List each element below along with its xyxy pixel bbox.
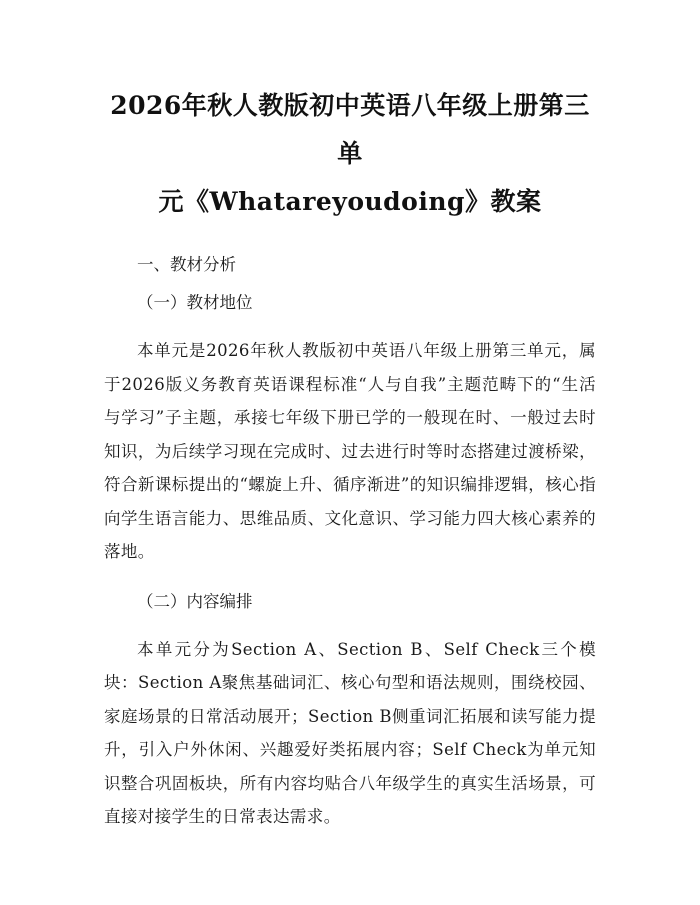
paragraph-textbook-status: 本单元是2026年秋人教版初中英语八年级上册第三单元，属于2026版义务教育英语课程标准“人与自我”主题范畴下的“生活与学习”子主题，承接七年级下册已学的一般现在时、一般过去时知识，为后续学习现在完成时、过去进行时等时态搭建过渡桥梁，符合新课标提出的“螺旋上升、循序渐进”的知识编排逻辑，核心指向学生语言能力、思维品质、文化意识、学习能力四大核心素养的落地。 [104, 341, 596, 561]
document-title-line-1: 2026年秋人教版初中英语八年级上册第三单 [110, 91, 590, 168]
section-heading-textbook-analysis: 一、教材分析 [137, 255, 236, 274]
paragraph-content-arrangement: 本单元分为Section A、Section B、Self Check三个模块：Section A聚焦基础词汇、核心句型和语法规则，围绕校园、家庭场景的日常活动展开；Section B侧重词汇拓展和读写能力提升，引入户外休闲、兴趣爱好类拓展内容；Self Check为单元知识整合巩固板块，所有内容均贴合八年级学生的真实生活场景，可直接对接学生的日常表达需求。 [104, 639, 596, 826]
document-title [104, 82, 596, 226]
subheading-content-arrangement: （二）内容编排 [137, 591, 253, 611]
document-title-line-2: 元《Whatareyoudoing》教案 [158, 187, 542, 216]
subheading-textbook-status: （一）教材地位 [137, 293, 253, 312]
